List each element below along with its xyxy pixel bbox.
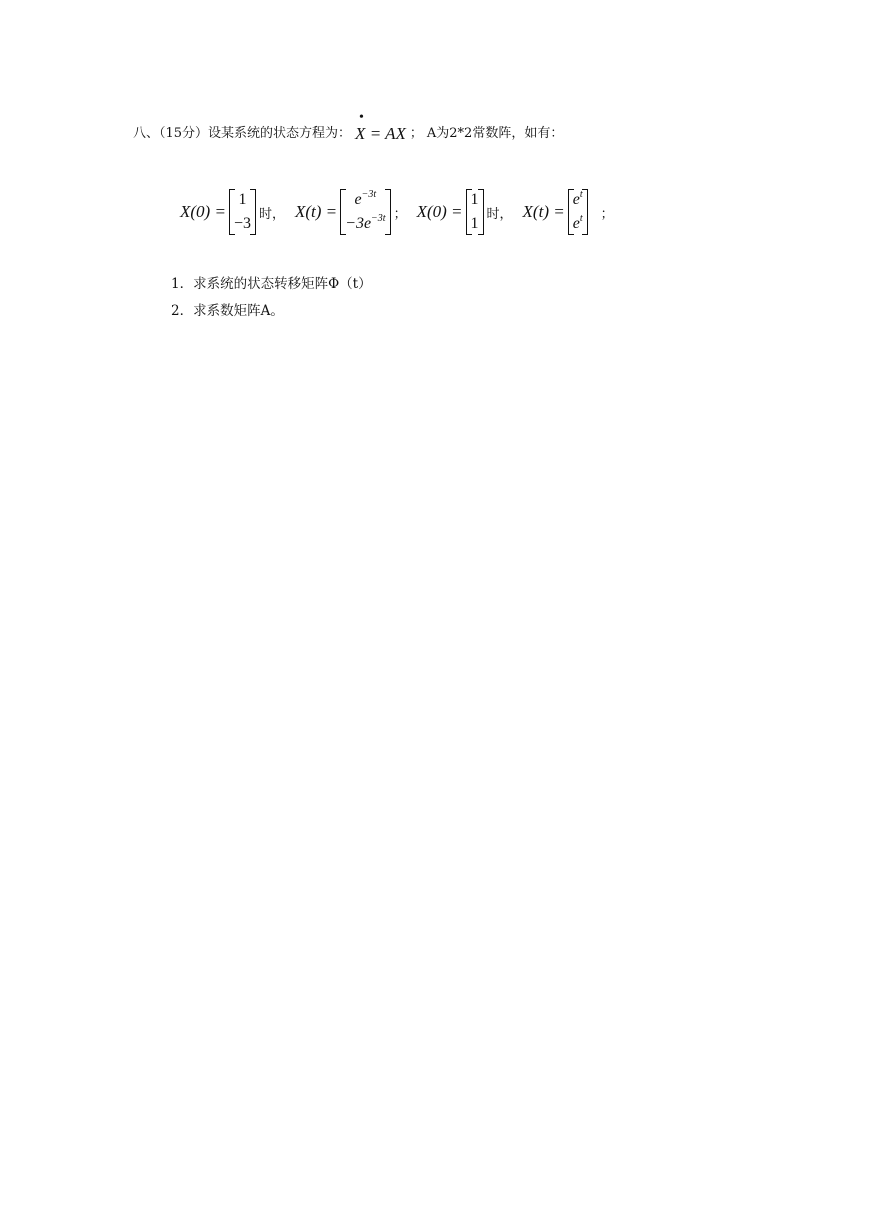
separator: ； [393,206,407,222]
xt-label-1: X(t) = [294,202,338,221]
when-text-1: 时， [258,206,285,222]
x0-1-row2: −3 [233,215,251,232]
equation-lhs: X [355,124,366,143]
xt-2-row2: $e^t$ [572,213,583,232]
x0-vector-1 [229,189,256,235]
x0-label-1: X(0) = [180,202,226,221]
xt-1-row2: $-3e^{-3t}$ [345,213,386,232]
x0-2-row2: 1 [470,215,479,232]
xt-vector-1 [340,189,390,235]
x0-vector-2 [466,189,484,235]
equation-rhs: = AX [365,124,406,143]
when-text-2: 时， [486,206,513,222]
xt-label-2: X(t) = [522,202,565,221]
subquestion-2: 2．求系数矩阵A。 [171,303,284,319]
question-prefix: 八、（15分）设某系统的状态方程为： [133,126,352,141]
xt-2-row1: $e^t$ [572,189,583,208]
question-header [133,110,564,144]
x0-1-row1: 1 [238,191,247,208]
subquestion-1: 1．求系统的状态转移矩阵Φ（t） [171,276,372,292]
x0-label-2: X(0) = [416,202,463,221]
xt-vector-2 [568,189,588,235]
equation-semicolon: ； [409,126,423,141]
xt-1-row1: $e^{-3t}$ [354,189,377,208]
initial-conditions [180,186,614,238]
x0-2-row1: 1 [470,191,479,208]
question-suffix: A为2*2常数阵，如有： [426,126,564,141]
end-semicolon: ； [600,206,614,222]
state-equation: • X = AX [355,110,406,143]
